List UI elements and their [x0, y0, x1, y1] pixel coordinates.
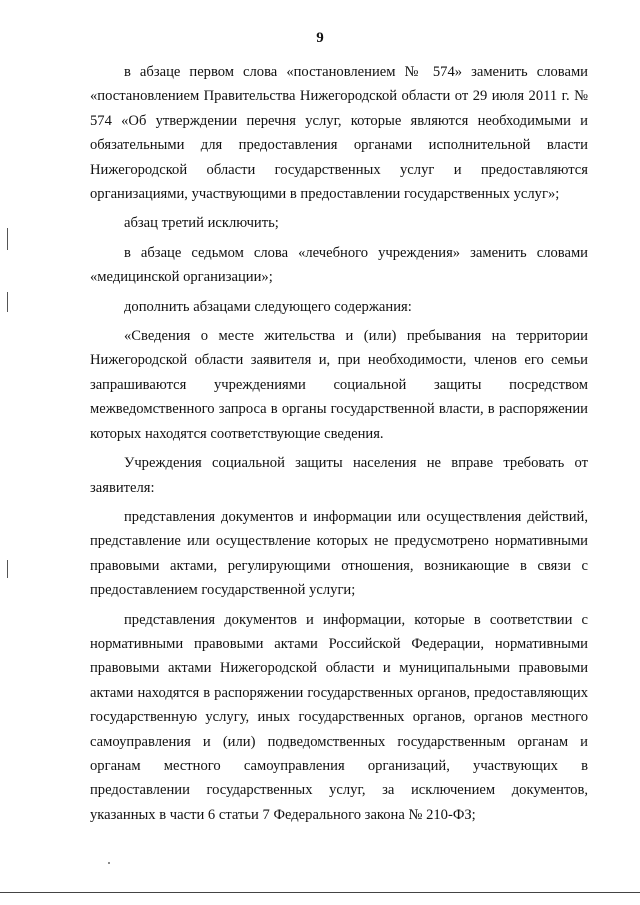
document-body: [90, 60, 588, 827]
paragraph-1: в абзаце первом слова «постановлением № 574» заменить словами «постановлением Правительства Нижегородской области от 29 июля 2011 г. № 574 «Об утверждении перечня услуг, которые являются необходимыми и обязательными для предоставления органами исполнительной власти Нижегородской области государственных услуг и предоставляются организациями, участвующими в предоставлении государственных услуг»;: [90, 64, 588, 203]
scan-bottom-edge: [0, 892, 640, 893]
paragraph-7: представления документов и информации или осуществления действий, представление или осуществление которых не предусмотрено нормативными правовыми актами, регулирующими отношения, возникающие в связи с предоставлением государственной услуги;: [90, 508, 588, 599]
scan-margin-mark: [7, 560, 8, 578]
paragraph-3: в абзаце седьмом слова «лечебного учреждения» заменить словами «медицинской организации»;: [90, 244, 588, 286]
scan-margin-mark: [7, 292, 8, 312]
scan-dot: [108, 862, 110, 864]
paragraph-5: «Сведения о месте жительства и (или) пребывания на территории Нижегородской области заявителя и, при необходимости, членов его семьи запрашиваются учреждениями социальной защиты посредством межведомственного запроса в органы государственной власти, в распоряжении которых находятся соответствующие сведения.: [90, 328, 588, 442]
page-number: 9: [316, 30, 324, 46]
paragraph-4: дополнить абзацами следующего содержания:: [124, 298, 412, 315]
scan-margin-mark: [7, 228, 8, 250]
paragraph-2: абзац третий исключить;: [124, 215, 279, 232]
paragraph-6: Учреждения социальной защиты населения не вправе требовать от заявителя:: [90, 455, 588, 496]
paragraph-8: представления документов и информации, которые в соответствии с нормативными правовыми актами Российской Федерации, нормативными правовыми актами Нижегородской области и муниципальными правовыми актами находятся в распоряжении государственных органов, предоставляющих государственную услугу, иных государственных органов, органов местного самоуправления и (или) подведомственных государственным органам и органам местного самоуправления организаций, участвующих в предоставлении государственных услуг, за исключением документов, указанных в части 6 статьи 7 Федерального закона № 210-ФЗ;: [90, 611, 588, 823]
